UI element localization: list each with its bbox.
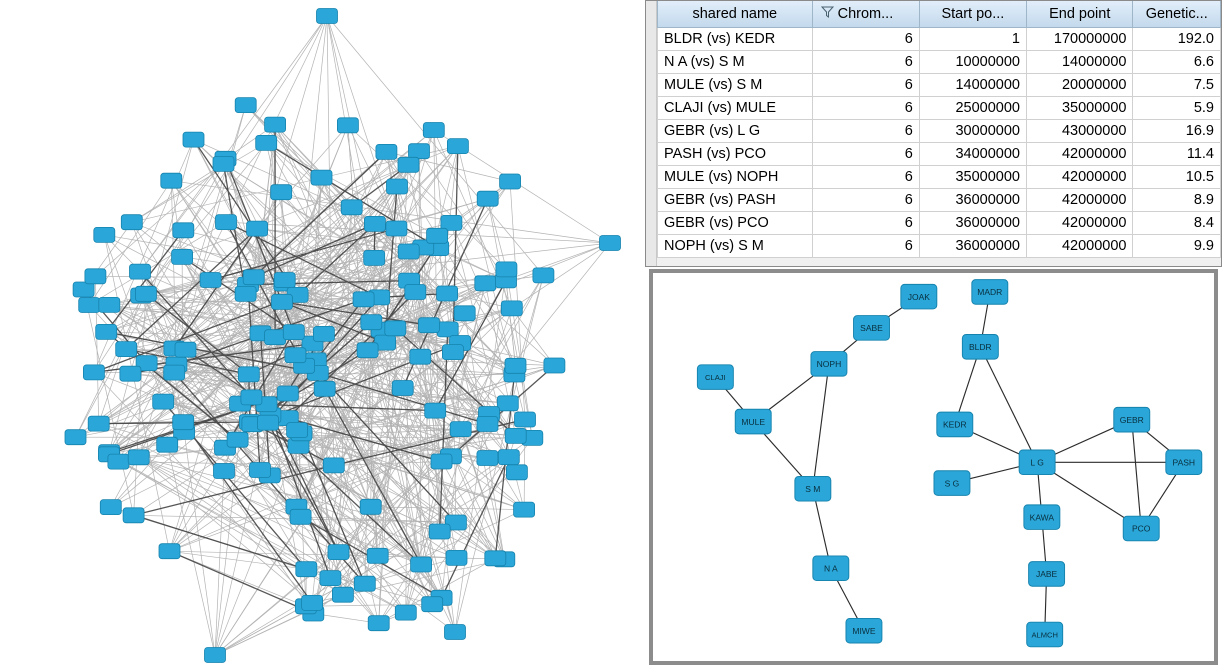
- network-node[interactable]: [354, 576, 375, 591]
- network-edge-highlighted: [134, 515, 307, 569]
- network-node[interactable]: [341, 200, 362, 215]
- table-row[interactable]: [658, 143, 1221, 166]
- subnetwork-node[interactable]: [962, 335, 998, 360]
- subnetwork-node[interactable]: [795, 476, 831, 501]
- network-node[interactable]: [600, 236, 621, 251]
- network-node[interactable]: [96, 324, 117, 339]
- network-node[interactable]: [337, 118, 358, 133]
- table-row[interactable]: [658, 189, 1221, 212]
- network-node[interactable]: [477, 191, 498, 206]
- subnetwork-node[interactable]: [934, 471, 970, 496]
- subnetwork-node[interactable]: [1027, 622, 1063, 647]
- table-cell-end_point[interactable]: 42000000: [1027, 212, 1133, 235]
- table-cell-end_point[interactable]: 170000000: [1027, 28, 1133, 51]
- subnetwork-edge[interactable]: [1132, 420, 1141, 529]
- network-node[interactable]: [398, 157, 419, 172]
- column-header-start-point-label: Start po...: [941, 6, 1005, 22]
- subnetwork-node[interactable]: [937, 412, 973, 437]
- node-label: JABE: [1035, 569, 1058, 580]
- network-node[interactable]: [243, 270, 264, 285]
- network-node[interactable]: [265, 117, 286, 132]
- network-node[interactable]: [290, 509, 311, 524]
- table-cell-start_point[interactable]: 36000000: [919, 235, 1026, 258]
- table-cell-genetic[interactable]: 9.9: [1133, 235, 1221, 258]
- network-edge: [132, 222, 175, 348]
- column-header-shared-name[interactable]: [658, 1, 813, 28]
- subnetwork-edge[interactable]: [813, 364, 829, 489]
- network-node[interactable]: [437, 286, 458, 301]
- network-node[interactable]: [274, 273, 295, 288]
- network-node[interactable]: [328, 545, 349, 560]
- network-node[interactable]: [450, 422, 471, 437]
- network-node[interactable]: [285, 348, 306, 363]
- table-cell-start_point[interactable]: 10000000: [919, 51, 1026, 74]
- table-cell-shared_name[interactable]: PASH (vs) PCO: [658, 143, 813, 166]
- node-label: ALMCH: [1031, 630, 1058, 640]
- subnetwork-node[interactable]: [1029, 562, 1065, 587]
- network-node[interactable]: [445, 625, 466, 640]
- column-header-end-point[interactable]: [1027, 1, 1133, 28]
- network-node[interactable]: [271, 185, 292, 200]
- subnetwork-node[interactable]: [697, 365, 733, 390]
- network-node[interactable]: [477, 417, 498, 432]
- table-body: [658, 28, 1221, 258]
- network-node[interactable]: [73, 282, 94, 297]
- table-cell-genetic[interactable]: 192.0: [1133, 28, 1221, 51]
- network-node[interactable]: [386, 221, 407, 236]
- table-cell-end_point[interactable]: 43000000: [1027, 120, 1133, 143]
- network-node[interactable]: [311, 170, 332, 185]
- subnetwork-node[interactable]: [1019, 450, 1055, 475]
- network-node[interactable]: [302, 595, 323, 610]
- network-edge: [89, 181, 171, 305]
- table-cell-shared_name[interactable]: N A (vs) S M: [658, 51, 813, 74]
- network-node[interactable]: [123, 508, 144, 523]
- table-cell-shared_name[interactable]: GEBR (vs) PASH: [658, 189, 813, 212]
- network-node[interactable]: [411, 557, 432, 572]
- network-node[interactable]: [79, 298, 100, 313]
- network-node[interactable]: [431, 454, 452, 469]
- table-row[interactable]: [658, 212, 1221, 235]
- column-header-start-point[interactable]: [919, 1, 1026, 28]
- subnetwork-node[interactable]: [811, 352, 847, 377]
- table-cell-end_point[interactable]: 42000000: [1027, 235, 1133, 258]
- column-header-genetic-label: Genetic...: [1145, 6, 1208, 22]
- node-label: S M: [805, 483, 821, 494]
- node-label: NOPH: [816, 359, 842, 370]
- network-edge: [281, 192, 284, 283]
- network-node[interactable]: [409, 144, 430, 159]
- table-cell-start_point[interactable]: 14000000: [919, 74, 1026, 97]
- network-node[interactable]: [183, 132, 204, 147]
- network-node[interactable]: [175, 342, 196, 357]
- network-node[interactable]: [161, 173, 182, 188]
- network-node[interactable]: [205, 648, 226, 663]
- network-node[interactable]: [332, 587, 353, 602]
- network-node[interactable]: [130, 264, 151, 279]
- network-node[interactable]: [173, 415, 194, 430]
- subnetwork-node[interactable]: [1114, 407, 1150, 432]
- network-node[interactable]: [514, 502, 535, 517]
- network-node[interactable]: [256, 135, 277, 150]
- table-row[interactable]: [658, 51, 1221, 74]
- table-cell-chromosome[interactable]: 6: [812, 74, 919, 97]
- network-node[interactable]: [423, 123, 444, 138]
- table-cell-chromosome[interactable]: 6: [812, 235, 919, 258]
- table-row[interactable]: [658, 166, 1221, 189]
- network-node[interactable]: [88, 416, 109, 431]
- table-cell-chromosome[interactable]: 6: [812, 97, 919, 120]
- subnetwork-node[interactable]: [1123, 516, 1159, 541]
- table-cell-end_point[interactable]: 42000000: [1027, 189, 1133, 212]
- network-node[interactable]: [157, 437, 178, 452]
- network-node[interactable]: [477, 451, 498, 466]
- table-cell-chromosome[interactable]: 6: [812, 143, 919, 166]
- column-header-genetic[interactable]: [1133, 1, 1221, 28]
- node-label: PASH: [1172, 457, 1196, 468]
- node-label: SABE: [860, 323, 883, 334]
- network-node[interactable]: [128, 450, 149, 465]
- subnetwork-edge[interactable]: [980, 347, 1037, 462]
- network-node[interactable]: [317, 9, 338, 24]
- network-node[interactable]: [213, 156, 234, 171]
- subnetwork-node[interactable]: [846, 618, 882, 643]
- table-row[interactable]: [658, 28, 1221, 51]
- network-node[interactable]: [99, 297, 120, 312]
- table-cell-end_point[interactable]: 35000000: [1027, 97, 1133, 120]
- network-node[interactable]: [227, 432, 248, 447]
- table-cell-shared_name[interactable]: MULE (vs) NOPH: [658, 166, 813, 189]
- edge-table-panel[interactable]: [645, 0, 1222, 267]
- subnetwork-node[interactable]: [901, 284, 937, 309]
- table-cell-shared_name[interactable]: GEBR (vs) PCO: [658, 212, 813, 235]
- network-node[interactable]: [360, 499, 381, 514]
- table-cell-shared_name[interactable]: CLAJI (vs) MULE: [658, 97, 813, 120]
- column-header-chromosome-label: Chrom...: [837, 6, 894, 22]
- table-cell-end_point[interactable]: 20000000: [1027, 74, 1133, 97]
- column-header-end-point-label: End point: [1049, 6, 1111, 22]
- network-node[interactable]: [500, 174, 521, 189]
- node-label: MIWE: [852, 625, 876, 636]
- network-node[interactable]: [108, 454, 129, 469]
- table-cell-genetic[interactable]: 8.4: [1133, 212, 1221, 235]
- network-node[interactable]: [250, 463, 271, 478]
- network-node[interactable]: [235, 98, 256, 113]
- table-cell-genetic[interactable]: 16.9: [1133, 120, 1221, 143]
- table-cell-end_point[interactable]: 42000000: [1027, 166, 1133, 189]
- table-cell-start_point[interactable]: 36000000: [919, 212, 1026, 235]
- network-node[interactable]: [418, 318, 439, 333]
- node-label: KAWA: [1029, 512, 1055, 523]
- network-node[interactable]: [173, 223, 194, 238]
- network-node[interactable]: [235, 286, 256, 301]
- network-node[interactable]: [505, 358, 526, 373]
- network-node[interactable]: [100, 500, 121, 515]
- network-node[interactable]: [429, 524, 450, 539]
- network-node[interactable]: [116, 342, 137, 357]
- table-cell-genetic[interactable]: 10.5: [1133, 166, 1221, 189]
- network-node[interactable]: [395, 605, 416, 620]
- network-node[interactable]: [425, 403, 446, 418]
- node-label: PCO: [1132, 523, 1151, 534]
- network-node[interactable]: [172, 249, 193, 264]
- network-node[interactable]: [361, 315, 382, 330]
- network-node[interactable]: [392, 381, 413, 396]
- subnetwork-canvas[interactable]: [653, 273, 1214, 661]
- table-header-row: [658, 1, 1221, 28]
- column-header-shared-name-label: shared name: [692, 6, 778, 22]
- network-node[interactable]: [475, 276, 496, 291]
- network-node[interactable]: [214, 464, 235, 479]
- table-cell-chromosome[interactable]: 6: [812, 189, 919, 212]
- network-node[interactable]: [353, 292, 374, 307]
- network-node[interactable]: [496, 262, 517, 277]
- network-node[interactable]: [159, 544, 180, 559]
- network-node[interactable]: [427, 228, 448, 243]
- node-label: S G: [944, 478, 960, 489]
- network-node[interactable]: [65, 430, 86, 445]
- network-node[interactable]: [497, 396, 518, 411]
- network-node[interactable]: [283, 325, 304, 340]
- network-node[interactable]: [498, 450, 519, 465]
- subnetwork-node[interactable]: [854, 316, 890, 341]
- node-label: GEBR: [1119, 414, 1144, 425]
- network-node[interactable]: [296, 562, 317, 577]
- network-node[interactable]: [387, 179, 408, 194]
- table-row[interactable]: [658, 97, 1221, 120]
- subnetwork-node[interactable]: [1166, 450, 1202, 475]
- table-cell-start_point[interactable]: 25000000: [919, 97, 1026, 120]
- network-edge: [139, 457, 312, 603]
- network-node[interactable]: [405, 285, 426, 300]
- node-label: MULE: [741, 416, 766, 427]
- network-node[interactable]: [501, 301, 522, 316]
- node-label: BLDR: [969, 342, 992, 353]
- table-cell-genetic[interactable]: 6.6: [1133, 51, 1221, 74]
- table-cell-genetic[interactable]: 11.4: [1133, 143, 1221, 166]
- table-cell-start_point[interactable]: 1: [919, 28, 1026, 51]
- network-node[interactable]: [364, 216, 385, 231]
- network-node[interactable]: [442, 345, 463, 360]
- table-row-gutter[interactable]: [646, 1, 657, 266]
- network-node[interactable]: [247, 221, 268, 236]
- network-node[interactable]: [241, 390, 262, 405]
- network-node[interactable]: [265, 330, 286, 345]
- network-edge: [184, 432, 215, 655]
- table-cell-start_point[interactable]: 35000000: [919, 166, 1026, 189]
- network-node[interactable]: [313, 326, 334, 341]
- network-node[interactable]: [447, 139, 468, 154]
- network-node[interactable]: [120, 366, 141, 381]
- network-node[interactable]: [437, 322, 458, 337]
- table-cell-end_point[interactable]: 14000000: [1027, 51, 1133, 74]
- right-column: [645, 0, 1222, 669]
- network-node[interactable]: [376, 144, 397, 159]
- network-node[interactable]: [121, 215, 142, 230]
- table-cell-start_point[interactable]: 36000000: [919, 189, 1026, 212]
- network-node[interactable]: [357, 343, 378, 358]
- table-cell-genetic[interactable]: 5.9: [1133, 97, 1221, 120]
- network-node[interactable]: [238, 367, 259, 382]
- table-cell-chromosome[interactable]: 6: [812, 28, 919, 51]
- network-node[interactable]: [398, 244, 419, 259]
- subnetwork-node[interactable]: [1024, 505, 1060, 530]
- network-edge: [488, 199, 507, 270]
- network-edge: [132, 164, 224, 222]
- network-node[interactable]: [506, 465, 527, 480]
- table-cell-shared_name[interactable]: MULE (vs) S M: [658, 74, 813, 97]
- network-node[interactable]: [216, 215, 237, 230]
- table-cell-chromosome[interactable]: 6: [812, 212, 919, 235]
- network-node[interactable]: [272, 294, 293, 309]
- network-node[interactable]: [257, 415, 278, 430]
- network-node[interactable]: [485, 551, 506, 566]
- network-node[interactable]: [94, 227, 115, 242]
- table-cell-start_point[interactable]: 30000000: [919, 120, 1026, 143]
- subnetwork-node[interactable]: [972, 280, 1008, 305]
- network-node[interactable]: [454, 306, 475, 321]
- column-header-chromosome[interactable]: [812, 1, 919, 28]
- table-cell-genetic[interactable]: 8.9: [1133, 189, 1221, 212]
- edge-table[interactable]: [657, 1, 1221, 258]
- network-node[interactable]: [83, 365, 104, 380]
- network-node[interactable]: [314, 381, 335, 396]
- network-node[interactable]: [368, 616, 389, 631]
- table-cell-chromosome[interactable]: 6: [812, 120, 919, 143]
- network-node[interactable]: [153, 394, 174, 409]
- node-label: KEDR: [942, 419, 967, 430]
- node-label: MADR: [977, 287, 1003, 298]
- table-cell-chromosome[interactable]: 6: [812, 166, 919, 189]
- network-node[interactable]: [287, 423, 308, 438]
- network-node[interactable]: [135, 286, 156, 301]
- network-node[interactable]: [446, 550, 467, 565]
- table-row[interactable]: [658, 120, 1221, 143]
- network-node[interactable]: [367, 548, 388, 563]
- network-node[interactable]: [544, 358, 565, 373]
- node-label: JOAK: [907, 291, 930, 302]
- network-node[interactable]: [164, 365, 185, 380]
- subnetwork-panel[interactable]: [649, 269, 1218, 665]
- network-node[interactable]: [200, 273, 221, 288]
- table-row[interactable]: [658, 235, 1221, 258]
- network-node[interactable]: [533, 268, 554, 283]
- network-node[interactable]: [385, 321, 406, 336]
- subnetwork-node[interactable]: [735, 409, 771, 434]
- table-cell-shared_name[interactable]: NOPH (vs) S M: [658, 235, 813, 258]
- network-node[interactable]: [515, 412, 536, 427]
- filter-icon[interactable]: [821, 6, 834, 22]
- node-label: CLAJI: [705, 373, 726, 383]
- table-cell-start_point[interactable]: 34000000: [919, 143, 1026, 166]
- network-node[interactable]: [323, 458, 344, 473]
- network-node[interactable]: [364, 250, 385, 265]
- network-node[interactable]: [277, 386, 298, 401]
- node-label: L G: [1030, 457, 1044, 468]
- table-cell-shared_name[interactable]: BLDR (vs) KEDR: [658, 28, 813, 51]
- table-cell-genetic[interactable]: 7.5: [1133, 74, 1221, 97]
- network-node[interactable]: [422, 597, 443, 612]
- table-row[interactable]: [658, 74, 1221, 97]
- table-cell-end_point[interactable]: 42000000: [1027, 143, 1133, 166]
- network-node[interactable]: [320, 571, 341, 586]
- network-node[interactable]: [410, 349, 431, 364]
- network-node[interactable]: [505, 428, 526, 443]
- table-cell-shared_name[interactable]: GEBR (vs) L G: [658, 120, 813, 143]
- subnetwork-node[interactable]: [813, 556, 849, 581]
- node-label: N A: [823, 563, 838, 574]
- network-node[interactable]: [85, 269, 106, 284]
- table-cell-chromosome[interactable]: 6: [812, 51, 919, 74]
